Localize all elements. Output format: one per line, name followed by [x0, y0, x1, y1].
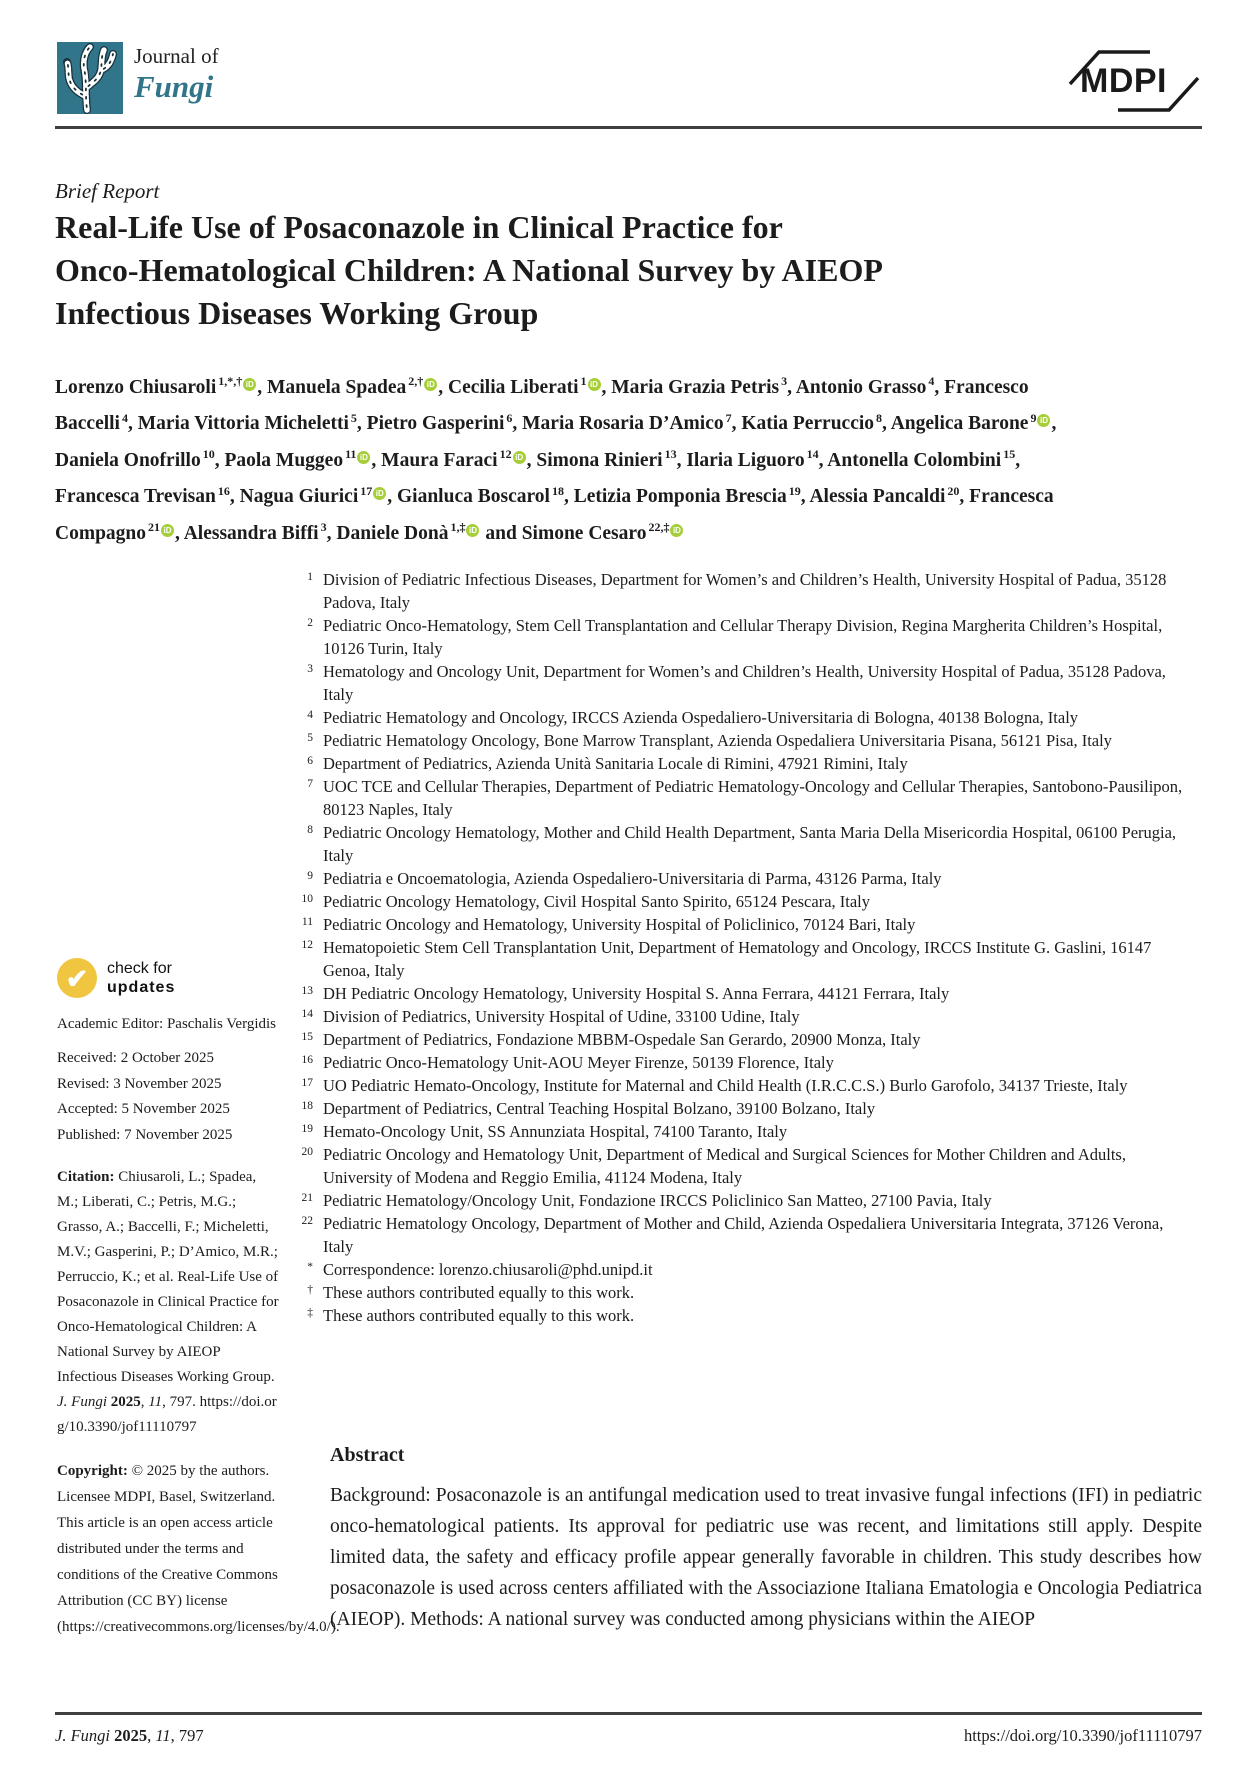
- citation-journal: J. Fungi: [57, 1394, 107, 1410]
- affiliation-item: [289, 1005, 1189, 1028]
- affiliation-text-body: Department of Pediatrics, Central Teaching Hospital Bolzano, 39100 Bolzano, Italy: [323, 1099, 876, 1118]
- affiliation-marker: 20: [301, 1146, 313, 1158]
- affiliation-text-body: UOC TCE and Cellular Therapies, Department of Pediatric Hematology-Oncology and Cellular Therapies, Santobono-Pausilipon, 80123 Naples, Italy: [323, 777, 1183, 819]
- author: [224, 447, 382, 471]
- affiliation-item: [289, 1212, 1189, 1258]
- orcid-icon[interactable]: iD: [243, 378, 256, 391]
- affiliation-marker: 11: [301, 916, 313, 928]
- author-affiliation-superscript: 4: [928, 374, 935, 388]
- author-separator: ,: [1015, 449, 1021, 471]
- author-affiliation-superscript: 3: [320, 520, 327, 534]
- author-separator: ,: [676, 449, 687, 471]
- affiliation-text-body: Pediatric Oncology Hematology, Civil Hospital Santo Spirito, 65124 Pescara, Italy: [323, 892, 871, 911]
- check-for-updates-label: [107, 959, 175, 997]
- orcid-icon[interactable]: iD: [424, 378, 437, 391]
- orcid-icon[interactable]: iD: [373, 487, 386, 500]
- affiliation-text-body: DH Pediatric Oncology Hematology, University Hospital S. Anna Ferrara, 44121 Ferrara, Italy: [323, 984, 950, 1003]
- orcid-icon[interactable]: iD: [357, 451, 370, 464]
- affiliation-item: [289, 1074, 1189, 1097]
- author-separator: ,: [257, 376, 268, 398]
- affiliation-marker: 17: [301, 1077, 313, 1089]
- author-name: Katia Perruccio: [741, 413, 875, 434]
- affiliation-text-body: Division of Pediatrics, University Hospital of Udine, 33100 Udine, Italy: [323, 1007, 800, 1026]
- author-affiliation-superscript: 1,*,†: [218, 374, 243, 388]
- author-name: Paola Muggeo: [224, 449, 344, 471]
- affiliation-marker: 16: [301, 1054, 313, 1066]
- academic-editor: Academic Editor: Paschalis Vergidis: [57, 1016, 276, 1032]
- affiliation-marker: 12: [301, 939, 313, 951]
- affiliation-text: [323, 913, 1189, 936]
- author-affiliation-superscript: 10: [202, 447, 215, 461]
- fungal-hyphae-illustration: [57, 42, 123, 114]
- author-affiliation-superscript: 6: [506, 410, 513, 425]
- author: [239, 483, 397, 507]
- history-date-line: Received: 2 October 2025: [57, 1050, 215, 1066]
- affiliation-text: [323, 1005, 1189, 1028]
- author-separator: ,: [959, 486, 970, 507]
- affiliation-text: [323, 1189, 1189, 1212]
- author: [55, 483, 240, 507]
- affiliation-text: [323, 568, 1189, 614]
- journal-fungi-logo: [57, 42, 123, 114]
- affiliation-text: [323, 752, 1189, 775]
- author-affiliation-superscript: 1,‡: [450, 520, 466, 534]
- author: [397, 483, 574, 507]
- author-separator: ,: [229, 486, 240, 507]
- author-name: Francesca Trevisan: [55, 486, 216, 507]
- author-name: Daniela Onofrillo: [55, 449, 201, 471]
- affiliation-marker: *: [307, 1261, 313, 1273]
- affiliation-text: [323, 1051, 1189, 1074]
- author-name: Simona Rinieri: [536, 449, 663, 471]
- author-affiliation-superscript: 19: [788, 483, 801, 498]
- affiliation-item: [289, 752, 1189, 775]
- affiliation-text-body: Pediatric Oncology Hematology, Mother and Child Health Department, Santa Maria Della Misericordia Hospital, 06100 Perugia, Italy: [323, 823, 1177, 865]
- affiliation-marker: 1: [307, 571, 313, 583]
- affiliation-text: [323, 1258, 1189, 1281]
- journal-name: [134, 46, 219, 102]
- author: [827, 447, 1021, 471]
- affiliation-text-body: Pediatric Hematology Oncology, Department of Mother and Child, Azienda Ospedaliera Universitaria Integrata, 37126 Verona, Italy: [323, 1214, 1164, 1256]
- affiliation-text: [323, 821, 1189, 867]
- affiliation-marker: 8: [307, 824, 313, 836]
- author-name: Pietro Gasperini: [366, 413, 505, 434]
- author-separator: ,: [800, 486, 810, 507]
- affiliation-text: [323, 1143, 1189, 1189]
- author-separator: ,: [882, 413, 891, 434]
- affiliation-text-body: Pediatric Hematology and Oncology, IRCCS Azienda Ospedaliero-Universitaria di Bologna, 40138 Bologna, Italy: [323, 708, 1079, 727]
- affiliation-marker: 3: [307, 663, 313, 675]
- affiliation-marker: 7: [307, 778, 313, 790]
- affiliation-text: [323, 936, 1189, 982]
- author-name: Simone Cesaro: [521, 522, 647, 544]
- affiliation-item: [289, 936, 1189, 982]
- journal-name-line2: Fungi: [134, 69, 214, 104]
- affiliation-item: [289, 890, 1189, 913]
- affiliation-text-body: Correspondence:: [323, 1260, 439, 1279]
- author-name: Ilaria Liguoro: [686, 449, 805, 471]
- affiliation-marker: 6: [307, 755, 313, 767]
- affiliation-item: [289, 706, 1189, 729]
- article-history: [57, 1046, 279, 1148]
- citation-body: Chiusaroli, L.; Spadea, M.; Liberati, C.; Petris, M.G.; Grasso, A.; Baccelli, F.; Micheletti, M.V.; Gasperini, P.; D’Amico, M.R.; Perruccio, K.; et al. Real-Life Use of Posaconazole in Clinical Practice for Onco-Hematological Children: A National Survey by AIEOP Infectious Diseases Working Group.: [57, 1169, 279, 1385]
- affiliation-item: [289, 821, 1189, 867]
- author: [336, 520, 522, 544]
- copyright-body: © 2025 by the authors. Licensee MDPI, Basel, Switzerland. This article is an open access article distributed under the terms and conditions of the Creative Commons Attribution (CC BY) license (https://creativecommons.org/licenses/by/4.0/).: [57, 1463, 340, 1635]
- affiliation-item: [289, 1143, 1189, 1189]
- author: [536, 447, 687, 471]
- author: [809, 483, 970, 507]
- author: [137, 410, 367, 434]
- affiliation-item: [289, 660, 1189, 706]
- check-for-updates-badge[interactable]: [57, 958, 279, 998]
- affiliation-item: [289, 1189, 1189, 1212]
- affiliation-text: [323, 1281, 1189, 1304]
- affiliation-text: [323, 867, 1189, 890]
- page-footer: [55, 1726, 1202, 1746]
- affiliation-item: [289, 1258, 1189, 1281]
- orcid-icon[interactable]: iD: [513, 451, 526, 464]
- citation-pages: , 797.: [162, 1394, 200, 1410]
- affiliation-item: [289, 1097, 1189, 1120]
- affiliation-marker: 14: [301, 1008, 313, 1020]
- author: [448, 374, 612, 398]
- author: [381, 447, 537, 471]
- history-date-line: Published: 7 November 2025: [57, 1126, 233, 1143]
- author-separator: ,: [512, 413, 523, 434]
- author-name: Antonio Grasso: [795, 376, 927, 398]
- affiliation-text: [323, 1212, 1189, 1258]
- title-line-1: Real-Life Use of Posaconazole in Clinical Practice for: [55, 209, 783, 245]
- author-separator: ,: [601, 376, 612, 398]
- affiliation-item: [289, 729, 1189, 752]
- author-affiliation-superscript: 15: [1003, 447, 1016, 461]
- affiliation-item: [289, 1051, 1189, 1074]
- journal-name-line1: Journal of: [134, 44, 219, 68]
- affiliation-marker: 13: [301, 985, 313, 997]
- author-name: Angelica Barone: [890, 413, 1029, 434]
- affiliation-text: [323, 1028, 1189, 1051]
- affiliation-marker: 19: [301, 1123, 313, 1135]
- abstract-text: Background: Posaconazole is an antifungal medication used to treat invasive fungal infections (IFI) in pediatric onco-hematological patients. Its approval for pediatric use was recent, and limitations still apply. Despite limited data, the safety and efficacy profile appear generally favorable in children. This study describes how posaconazole is used across centers affiliated with the Associazione Italiana Ematologia e Oncologia Pediatrica (AIEOP). Methods: A national survey was conducted among physicians within the AIEOP: [330, 1485, 1202, 1630]
- author-separator: ,: [563, 486, 574, 507]
- author-affiliation-superscript: 17: [360, 483, 373, 498]
- author-affiliation-superscript: 7: [725, 410, 732, 425]
- author-separator: and: [480, 522, 522, 544]
- author-name: Alessandra Biffi: [183, 522, 319, 544]
- author-separator: ,: [175, 522, 184, 544]
- author-name: Maura Faraci: [381, 449, 498, 471]
- author-name: Francesca Compagno: [55, 486, 1054, 544]
- author-affiliation-superscript: 22,‡: [648, 520, 670, 534]
- affiliation-text-body: Pediatric Onco-Hematology Unit-AOU Meyer Firenze, 50139 Florence, Italy: [323, 1053, 834, 1072]
- affiliation-text-body: Pediatric Hematology Oncology, Bone Marrow Transplant, Azienda Ospedaliera Universitaria Pisana, 56121 Pisa, Italy: [323, 731, 1112, 750]
- author-name: Manuela Spadea: [267, 376, 407, 398]
- orcid-icon[interactable]: iD: [466, 524, 479, 537]
- citation-label: Citation:: [57, 1169, 115, 1185]
- check-for-updates-line2: updates: [107, 979, 176, 996]
- author-name: Alessia Pancaldi: [809, 486, 946, 507]
- author: [611, 374, 796, 398]
- orcid-icon[interactable]: iD: [670, 524, 683, 537]
- author-separator: ,: [371, 449, 382, 471]
- affiliation-text-body: Pediatric Oncology and Hematology Unit, Department of Medical and Surgical Sciences for Mother Children and Adults, University of Modena and Reggio Emilia, 41124 Modena, Italy: [323, 1145, 1126, 1187]
- author-name: Gianluca Boscarol: [397, 486, 550, 507]
- author-separator: ,: [1051, 413, 1057, 434]
- citation-year: 2025: [110, 1394, 141, 1410]
- header-divider: [55, 126, 1202, 129]
- author-separator: ,: [356, 413, 367, 434]
- affiliations-list: [289, 568, 1189, 1327]
- author-separator: ,: [818, 449, 828, 471]
- affiliation-text-body: Department of Pediatrics, Fondazione MBBM-Ospedale San Gerardo, 20900 Monza, Italy: [323, 1030, 921, 1049]
- affiliation-marker: 22: [301, 1215, 313, 1227]
- affiliation-item: [289, 568, 1189, 614]
- author-separator: ,: [787, 376, 796, 398]
- affiliation-text: [323, 660, 1189, 706]
- footer-doi-link[interactable]: https://doi.org/10.3390/jof11110797: [963, 1726, 1202, 1745]
- author-separator: ,: [326, 522, 337, 544]
- author-affiliation-superscript: 2,†: [408, 374, 424, 388]
- affiliation-item: [289, 1028, 1189, 1051]
- author: [55, 374, 268, 398]
- author-name: Maria Rosaria D’Amico: [522, 413, 724, 434]
- affiliation-item: [289, 1304, 1189, 1327]
- author-separator: ,: [214, 449, 225, 471]
- copyright-block: [57, 1458, 340, 1640]
- author-affiliation-superscript: 14: [806, 447, 819, 461]
- author: [267, 374, 448, 398]
- correspondence-email-link[interactable]: lorenzo.chiusaroli@phd.unipd.it: [438, 1260, 653, 1279]
- author-affiliation-superscript: 16: [217, 483, 230, 498]
- affiliation-text: [323, 890, 1189, 913]
- author-affiliation-superscript: 1: [580, 374, 587, 388]
- title-line-3: Infectious Diseases Working Group: [55, 295, 539, 331]
- affiliation-text-body: Pediatric Oncology and Hematology, University Hospital of Policlinico, 70124 Bari, Italy: [323, 915, 916, 934]
- author: [890, 410, 1057, 434]
- affiliation-text: [323, 706, 1189, 729]
- page-title: [55, 206, 883, 335]
- author-affiliation-superscript: 3: [781, 374, 788, 388]
- affiliation-text-body: Department of Pediatrics, Azienda Unità Sanitaria Locale di Rimini, 47921 Rimini, Italy: [323, 754, 908, 773]
- affiliation-marker: 9: [307, 870, 313, 882]
- affiliation-text-body: Pediatric Hematology/Oncology Unit, Fondazione IRCCS Policlinico San Matteo, 27100 Pavia, Italy: [323, 1191, 992, 1210]
- citation-block: Citation: Chiusaroli, L.; Spadea, M.; Liberati, C.; Petris, M.G.; Grasso, A.; Baccelli, F.; Micheletti, M.V.; Gasperini, P.; D’Amico, M.R.; Perruccio, K.; et al. Real-Life Use of Posaconazole in Clinical Practice for Onco-Hematological Children: A National Survey by AIEOP Infectious Diseases Working Group. J. Fungi 2025, 11, 797. https://doi.org/10.3390/jof11110797: [57, 1169, 279, 1435]
- footer-divider: [55, 1712, 1202, 1715]
- affiliation-text-body: Hematology and Oncology Unit, Department for Women’s and Children’s Health, University Hospital of Padua, 35128 Padova, Italy: [323, 662, 1166, 704]
- affiliation-marker: 15: [301, 1031, 313, 1043]
- orcid-icon[interactable]: iD: [1037, 414, 1050, 427]
- mdpi-logo: [1066, 48, 1202, 114]
- author-affiliation-superscript: 20: [947, 483, 960, 498]
- affiliation-text-body: Pediatric Onco-Hematology, Stem Cell Transplantation and Cellular Therapy Division, Regina Margherita Children’s Hospital, 10126 Turin, Italy: [323, 616, 1163, 658]
- author-separator: ,: [526, 449, 537, 471]
- affiliation-text-body: Division of Pediatric Infectious Diseases, Department for Women’s and Children’s Health, University Hospital of Padua, 35128 Padova, Italy: [323, 570, 1167, 612]
- affiliation-marker: 5: [307, 732, 313, 744]
- author: [686, 447, 828, 471]
- author: [741, 410, 891, 434]
- affiliation-marker: ‡: [307, 1307, 313, 1319]
- author-separator: ,: [934, 376, 945, 398]
- mdpi-wordmark: MDPI: [1080, 62, 1167, 100]
- check-icon: ✔: [57, 958, 97, 998]
- author-name: Letizia Pomponia Brescia: [573, 486, 787, 507]
- author: [55, 447, 225, 471]
- affiliation-item: [289, 982, 1189, 1005]
- author-affiliation-superscript: 18: [551, 483, 564, 498]
- history-date-line: Accepted: 5 November 2025: [57, 1101, 230, 1117]
- affiliation-text: [323, 1120, 1189, 1143]
- authors-list: [55, 366, 1070, 549]
- affiliation-marker: 4: [307, 709, 313, 721]
- author: [573, 483, 810, 507]
- check-for-updates-line1: check for: [107, 960, 172, 977]
- affiliation-text-body: These authors contributed equally to this work.: [323, 1306, 635, 1325]
- author-separator: ,: [438, 376, 448, 398]
- author-affiliation-superscript: 9: [1030, 410, 1037, 425]
- affiliation-text-body: Pediatria e Oncoematologia, Azienda Ospedaliero-Universitaria di Parma, 43126 Parma, Italy: [323, 869, 942, 888]
- author-name: Maria Grazia Petris: [611, 376, 780, 398]
- citation-doi-link[interactable]: https://doi.org/10.3390/jof11110797: [57, 1394, 277, 1435]
- author-separator: ,: [127, 413, 138, 434]
- title-line-2: Onco-Hematological Children: A National Survey by AIEOP: [55, 252, 883, 288]
- affiliation-marker: 2: [307, 617, 313, 629]
- affiliation-text: [323, 729, 1189, 752]
- affiliation-marker: †: [307, 1284, 313, 1296]
- article-type: Brief Report: [55, 179, 160, 203]
- author-affiliation-superscript: 4: [121, 410, 128, 425]
- affiliation-text-body: Hematopoietic Stem Cell Transplantation Unit, Department of Hematology and Oncology, IRCCS Institute G. Gaslini, 16147 Genoa, Italy: [323, 938, 1152, 980]
- footer-journal-ref: J. Fungi 2025, 11, 797: [55, 1726, 204, 1745]
- author-name: Cecilia Liberati: [448, 376, 579, 398]
- affiliation-marker: 21: [301, 1192, 313, 1204]
- author: [522, 410, 742, 434]
- affiliation-marker: 18: [301, 1100, 313, 1112]
- affiliation-text: [323, 982, 1189, 1005]
- affiliation-item: [289, 867, 1189, 890]
- affiliation-item: [289, 1281, 1189, 1304]
- author-affiliation-superscript: 5: [350, 410, 357, 425]
- author-name: Nagua Giurici: [239, 486, 359, 507]
- author-name: Maria Vittoria Micheletti: [137, 413, 349, 434]
- copyright-label: Copyright:: [57, 1463, 128, 1479]
- orcid-icon[interactable]: iD: [588, 378, 601, 391]
- author-separator: ,: [731, 413, 742, 434]
- affiliation-text: [323, 1304, 1189, 1327]
- author-affiliation-superscript: 12: [499, 447, 512, 461]
- affiliation-marker: 10: [301, 893, 313, 905]
- citation-volume: 11: [148, 1394, 163, 1410]
- orcid-icon[interactable]: iD: [161, 524, 174, 537]
- author: [183, 520, 337, 544]
- author-separator: ,: [387, 486, 397, 507]
- history-date-line: Revised: 3 November 2025: [57, 1075, 222, 1092]
- affiliation-item: [289, 913, 1189, 936]
- affiliation-text-body: Hemato-Oncology Unit, SS Annunziata Hospital, 74100 Taranto, Italy: [323, 1122, 788, 1141]
- affiliation-text-body: These authors contributed equally to this work.: [323, 1283, 635, 1302]
- author-name: Antonella Colombini: [827, 449, 1002, 471]
- author: [521, 520, 685, 544]
- author-affiliation-superscript: 13: [664, 447, 677, 461]
- author-name: Lorenzo Chiusaroli: [55, 376, 217, 398]
- author-name: Francesco Baccelli: [55, 376, 1029, 434]
- author-affiliation-superscript: 21: [148, 520, 161, 534]
- author: [795, 374, 945, 398]
- affiliation-text-body: UO Pediatric Hemato-Oncology, Institute for Maternal and Child Health (I.R.C.C.S.) Burlo Garofolo, 34137 Trieste, Italy: [323, 1076, 1128, 1095]
- affiliation-item: [289, 1120, 1189, 1143]
- affiliation-item: [289, 775, 1189, 821]
- affiliation-text: [323, 614, 1189, 660]
- author-affiliation-superscript: 8: [876, 410, 883, 425]
- affiliation-text: [323, 775, 1189, 821]
- abstract-heading: Abstract: [330, 1444, 405, 1466]
- affiliation-text: [323, 1074, 1189, 1097]
- affiliation-item: [289, 614, 1189, 660]
- author-name: Daniele Donà: [336, 522, 449, 544]
- author: [366, 410, 523, 434]
- affiliation-text: [323, 1097, 1189, 1120]
- author-affiliation-superscript: 11: [345, 447, 357, 461]
